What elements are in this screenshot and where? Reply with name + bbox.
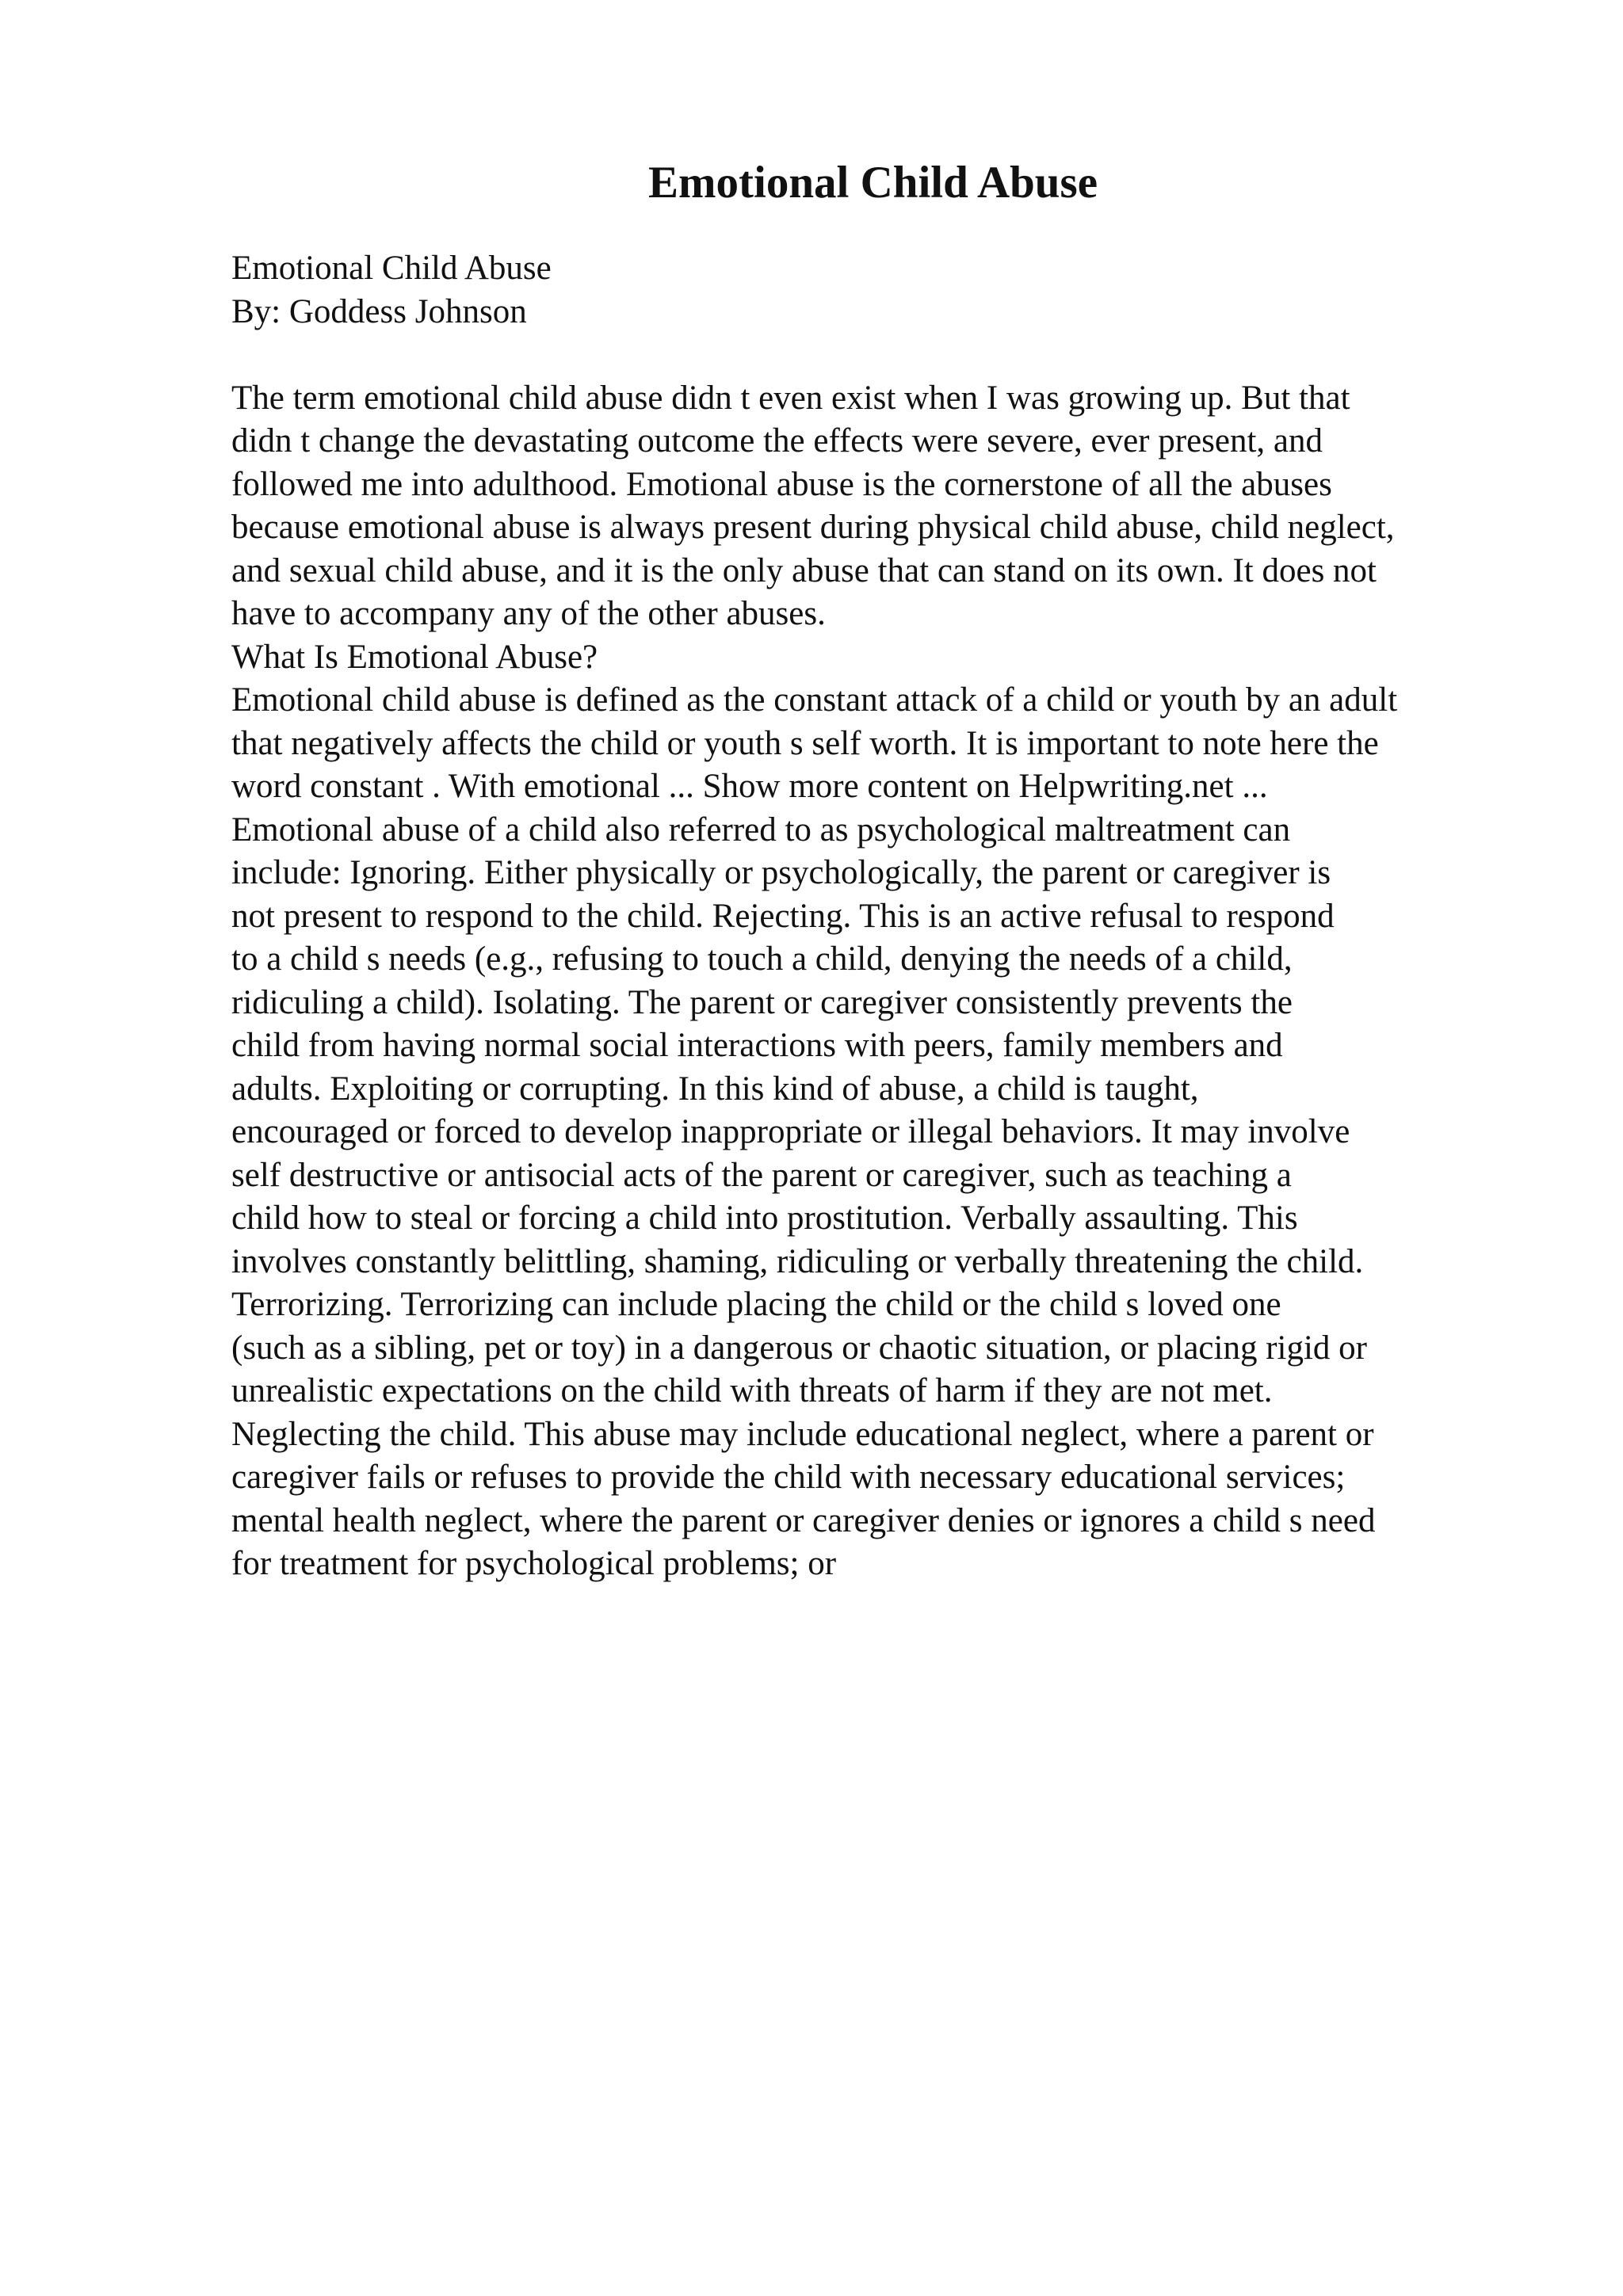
text-line: didn t change the devastating outcome the effects were severe, ever present, and [231,422,1323,460]
text-line: to a child s needs (e.g., refusing to touch a child, denying the needs of a child, [231,940,1293,978]
document-title: Emotional Child Abuse [648,158,1098,208]
paragraph-gap [231,334,1594,377]
text-line: followed me into adulthood. Emotional abuse is the cornerstone of all the abuses [231,465,1332,503]
section-heading: What Is Emotional Abuse? [231,638,598,676]
text-line: for treatment for psychological problems; or [231,1545,837,1582]
text-line: child from having normal social interactions with peers, family members and [231,1027,1283,1064]
text-line: child how to steal or forcing a child into prostitution. Verbally assaulting. This [231,1199,1298,1237]
text-line: word constant . With emotional ... Show more content on Helpwriting.net ... [231,768,1268,805]
text-line: Terrorizing. Terrorizing can include placing the child or the child s loved one [231,1286,1281,1323]
text-line: caregiver fails or refuses to provide the child with necessary educational services; [231,1459,1346,1496]
document-body [231,247,1594,1586]
header-line: Emotional Child Abuse [231,250,552,287]
author-line: By: Goddess Johnson [231,292,527,330]
text-line: involves constantly belittling, shaming, ridiculing or verbally threatening the child. [231,1242,1364,1280]
text-line: Emotional child abuse is defined as the constant attack of a child or youth by an adult [231,681,1398,719]
text-line: that negatively affects the child or youth s self worth. It is important to note here the [231,724,1379,762]
body-paragraph [231,679,1594,1586]
text-line: self destructive or antisocial acts of the parent or caregiver, such as teaching a [231,1156,1292,1194]
text-line: adults. Exploiting or corrupting. In this kind of abuse, a child is taught, [231,1070,1199,1108]
text-line: and sexual child abuse, and it is the only abuse that can stand on its own. It does not [231,551,1377,589]
text-line: (such as a sibling, pet or toy) in a dangerous or chaotic situation, or placing rigid or [231,1329,1367,1367]
text-line: unrealistic expectations on the child with threats of harm if they are not met. [231,1372,1273,1409]
text-line: because emotional abuse is always present during physical child abuse, child neglect, [231,509,1395,546]
text-line: not present to respond to the child. Rejecting. This is an active refusal to respond [231,897,1335,935]
text-line: include: Ignoring. Either physically or psychologically, the parent or caregiver is [231,854,1331,891]
text-line: mental health neglect, where the parent or caregiver denies or ignores a child s need [231,1501,1376,1539]
text-line: Emotional abuse of a child also referred to as psychological maltreatment can [231,810,1291,849]
text-line: The term emotional child abuse didn t even exist when I was growing up. But that [231,379,1350,417]
intro-paragraph [231,377,1594,636]
text-line: have to accompany any of the other abuses. [231,595,826,632]
text-line: encouraged or forced to develop inappropriate or illegal behaviors. It may involve [231,1113,1350,1150]
text-line: ridiculing a child). Isolating. The parent or caregiver consistently prevents the [231,983,1293,1021]
text-line: Neglecting the child. This abuse may include educational neglect, where a parent or [231,1415,1374,1453]
